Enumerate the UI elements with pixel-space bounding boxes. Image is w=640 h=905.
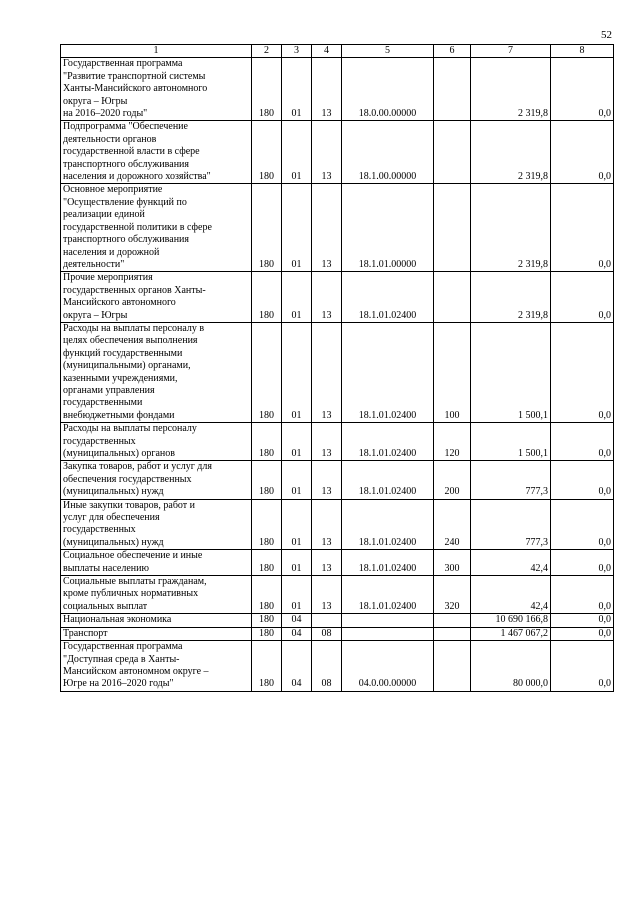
amount-cell: 2 319,8 [471, 184, 551, 272]
expense-type-cell: 120 [434, 423, 471, 461]
table-row [61, 322, 614, 422]
target-article-cell: 18.1.01.02400 [342, 461, 434, 499]
row-name-cell [61, 461, 252, 499]
amount-cell: 0,0 [551, 121, 614, 184]
expense-type-cell: 320 [434, 576, 471, 614]
expense-type-cell: 100 [434, 322, 471, 422]
expense-type-cell [434, 58, 471, 121]
amount-cell: 2 319,8 [471, 58, 551, 121]
section-cell: 01 [282, 499, 312, 550]
subsection-cell: 13 [312, 322, 342, 422]
row-name-cell [61, 627, 252, 640]
target-article-cell: 18.1.01.02400 [342, 499, 434, 550]
row-name-text: Основное мероприятие "Осуществление функций по реализации единой государственной политики в сфере транспортного обслуживания населения и дорожной деятельности" [63, 184, 212, 270]
row-name-cell [61, 641, 252, 692]
section-cell: 04 [282, 627, 312, 640]
amount-cell: 80 000,0 [471, 641, 551, 692]
row-name-text: Расходы на выплаты персоналу в целях обеспечения выполнения функций государственными (муниципальными) органами, казенными учреждениями, органами управления государственными внебюджетными фондами [63, 322, 205, 421]
target-article-cell: 18.1.01.00000 [342, 184, 434, 272]
subsection-cell: 13 [312, 461, 342, 499]
amount-cell: 1 500,1 [471, 322, 551, 422]
row-name-cell [61, 550, 252, 576]
amount-cell: 10 690 166,8 [471, 614, 551, 627]
amount-cell: 0,0 [551, 550, 614, 576]
section-cell: 01 [282, 550, 312, 576]
section-cell: 01 [282, 461, 312, 499]
subsection-cell: 13 [312, 499, 342, 550]
budget-table [60, 44, 614, 692]
admin-code-cell: 180 [252, 550, 282, 576]
row-name-cell [61, 58, 252, 121]
row-name-cell [61, 121, 252, 184]
table-row [61, 121, 614, 184]
section-cell: 01 [282, 184, 312, 272]
target-article-cell: 18.1.01.02400 [342, 423, 434, 461]
target-article-cell: 18.1.00.00000 [342, 121, 434, 184]
row-name-text: Расходы на выплаты персоналу государственных (муниципальных) органов [63, 423, 197, 459]
admin-code-cell: 180 [252, 576, 282, 614]
amount-cell: 0,0 [551, 184, 614, 272]
subsection-cell [312, 614, 342, 627]
subsection-cell: 13 [312, 423, 342, 461]
column-header: 1 [61, 45, 252, 58]
row-name-text: Подпрограмма "Обеспечение деятельности органов государственной власти в сфере транспортного обслуживания населения и дорожного хозяйства" [63, 121, 211, 183]
amount-cell: 0,0 [551, 641, 614, 692]
table-header-row [61, 45, 614, 58]
column-header: 8 [551, 45, 614, 58]
expense-type-cell: 240 [434, 499, 471, 550]
amount-cell: 0,0 [551, 499, 614, 550]
amount-cell: 1 500,1 [471, 423, 551, 461]
amount-cell: 777,3 [471, 461, 551, 499]
expense-type-cell [434, 272, 471, 323]
column-header: 3 [282, 45, 312, 58]
admin-code-cell: 180 [252, 627, 282, 640]
admin-code-cell: 180 [252, 184, 282, 272]
row-name-text: Государственная программа "Доступная среда в Ханты- Мансийском автономном округе – Югре на 2016–2020 годы" [63, 641, 209, 690]
table-row [61, 614, 614, 627]
row-name-text: Иные закупки товаров, работ и услуг для обеспечения государственных (муниципальных) нужд [63, 499, 196, 548]
admin-code-cell: 180 [252, 461, 282, 499]
amount-cell: 2 319,8 [471, 121, 551, 184]
admin-code-cell: 180 [252, 423, 282, 461]
table-row [61, 499, 614, 550]
table-row [61, 576, 614, 614]
subsection-cell: 13 [312, 550, 342, 576]
target-article-cell: 18.1.01.02400 [342, 272, 434, 323]
amount-cell: 42,4 [471, 576, 551, 614]
expense-type-cell [434, 614, 471, 627]
row-name-text: Социальное обеспечение и иные выплаты населению [63, 550, 203, 574]
table-row [61, 627, 614, 640]
target-article-cell: 18.0.00.00000 [342, 58, 434, 121]
row-name-cell [61, 614, 252, 627]
page-number: 52 [601, 29, 612, 41]
amount-cell: 42,4 [471, 550, 551, 576]
row-name-cell [61, 322, 252, 422]
section-cell: 04 [282, 614, 312, 627]
expense-type-cell [434, 184, 471, 272]
subsection-cell: 13 [312, 121, 342, 184]
amount-cell: 0,0 [551, 58, 614, 121]
section-cell: 01 [282, 322, 312, 422]
table-row [61, 184, 614, 272]
target-article-cell: 04.0.00.00000 [342, 641, 434, 692]
table-row [61, 58, 614, 121]
amount-cell: 1 467 067,2 [471, 627, 551, 640]
table-row [61, 461, 614, 499]
admin-code-cell: 180 [252, 614, 282, 627]
row-name-cell [61, 423, 252, 461]
expense-type-cell [434, 641, 471, 692]
subsection-cell: 13 [312, 272, 342, 323]
expense-type-cell [434, 121, 471, 184]
row-name-cell [61, 184, 252, 272]
column-header: 6 [434, 45, 471, 58]
target-article-cell: 18.1.01.02400 [342, 576, 434, 614]
row-name-text: Государственная программа "Развитие транспортной системы Ханты-Мансийского автономного округа – Югры на 2016–2020 годы" [63, 58, 208, 120]
amount-cell: 2 319,8 [471, 272, 551, 323]
section-cell: 01 [282, 423, 312, 461]
target-article-cell: 18.1.01.02400 [342, 550, 434, 576]
expense-type-cell: 200 [434, 461, 471, 499]
admin-code-cell: 180 [252, 272, 282, 323]
section-cell: 01 [282, 58, 312, 121]
amount-cell: 0,0 [551, 423, 614, 461]
admin-code-cell: 180 [252, 58, 282, 121]
column-header: 2 [252, 45, 282, 58]
column-header: 4 [312, 45, 342, 58]
target-article-cell [342, 627, 434, 640]
amount-cell: 0,0 [551, 627, 614, 640]
row-name-text: Национальная экономика [63, 614, 172, 626]
section-cell: 01 [282, 576, 312, 614]
expense-type-cell: 300 [434, 550, 471, 576]
admin-code-cell: 180 [252, 322, 282, 422]
table-row [61, 550, 614, 576]
row-name-text: Прочие мероприятия государственных органов Ханты- Мансийского автономного округа – Югры [63, 272, 206, 321]
expense-type-cell [434, 627, 471, 640]
amount-cell: 0,0 [551, 322, 614, 422]
row-name-text: Закупка товаров, работ и услуг для обеспечения государственных (муниципальных) нужд [63, 461, 212, 498]
row-name-text: Социальные выплаты гражданам, кроме публичных нормативных социальных выплат [63, 576, 207, 612]
amount-cell: 0,0 [551, 614, 614, 627]
amount-cell: 777,3 [471, 499, 551, 550]
amount-cell: 0,0 [551, 576, 614, 614]
subsection-cell: 13 [312, 184, 342, 272]
admin-code-cell: 180 [252, 121, 282, 184]
row-name-text: Транспорт [63, 627, 108, 639]
table-row [61, 641, 614, 692]
subsection-cell: 08 [312, 627, 342, 640]
amount-cell: 0,0 [551, 461, 614, 499]
column-header: 7 [471, 45, 551, 58]
row-name-cell [61, 272, 252, 323]
section-cell: 04 [282, 641, 312, 692]
section-cell: 01 [282, 121, 312, 184]
subsection-cell: 08 [312, 641, 342, 692]
admin-code-cell: 180 [252, 641, 282, 692]
table-row [61, 423, 614, 461]
amount-cell: 0,0 [551, 272, 614, 323]
table-row [61, 272, 614, 323]
section-cell: 01 [282, 272, 312, 323]
subsection-cell: 13 [312, 58, 342, 121]
column-header: 5 [342, 45, 434, 58]
target-article-cell [342, 614, 434, 627]
row-name-cell [61, 499, 252, 550]
row-name-cell [61, 576, 252, 614]
target-article-cell: 18.1.01.02400 [342, 322, 434, 422]
admin-code-cell: 180 [252, 499, 282, 550]
subsection-cell: 13 [312, 576, 342, 614]
